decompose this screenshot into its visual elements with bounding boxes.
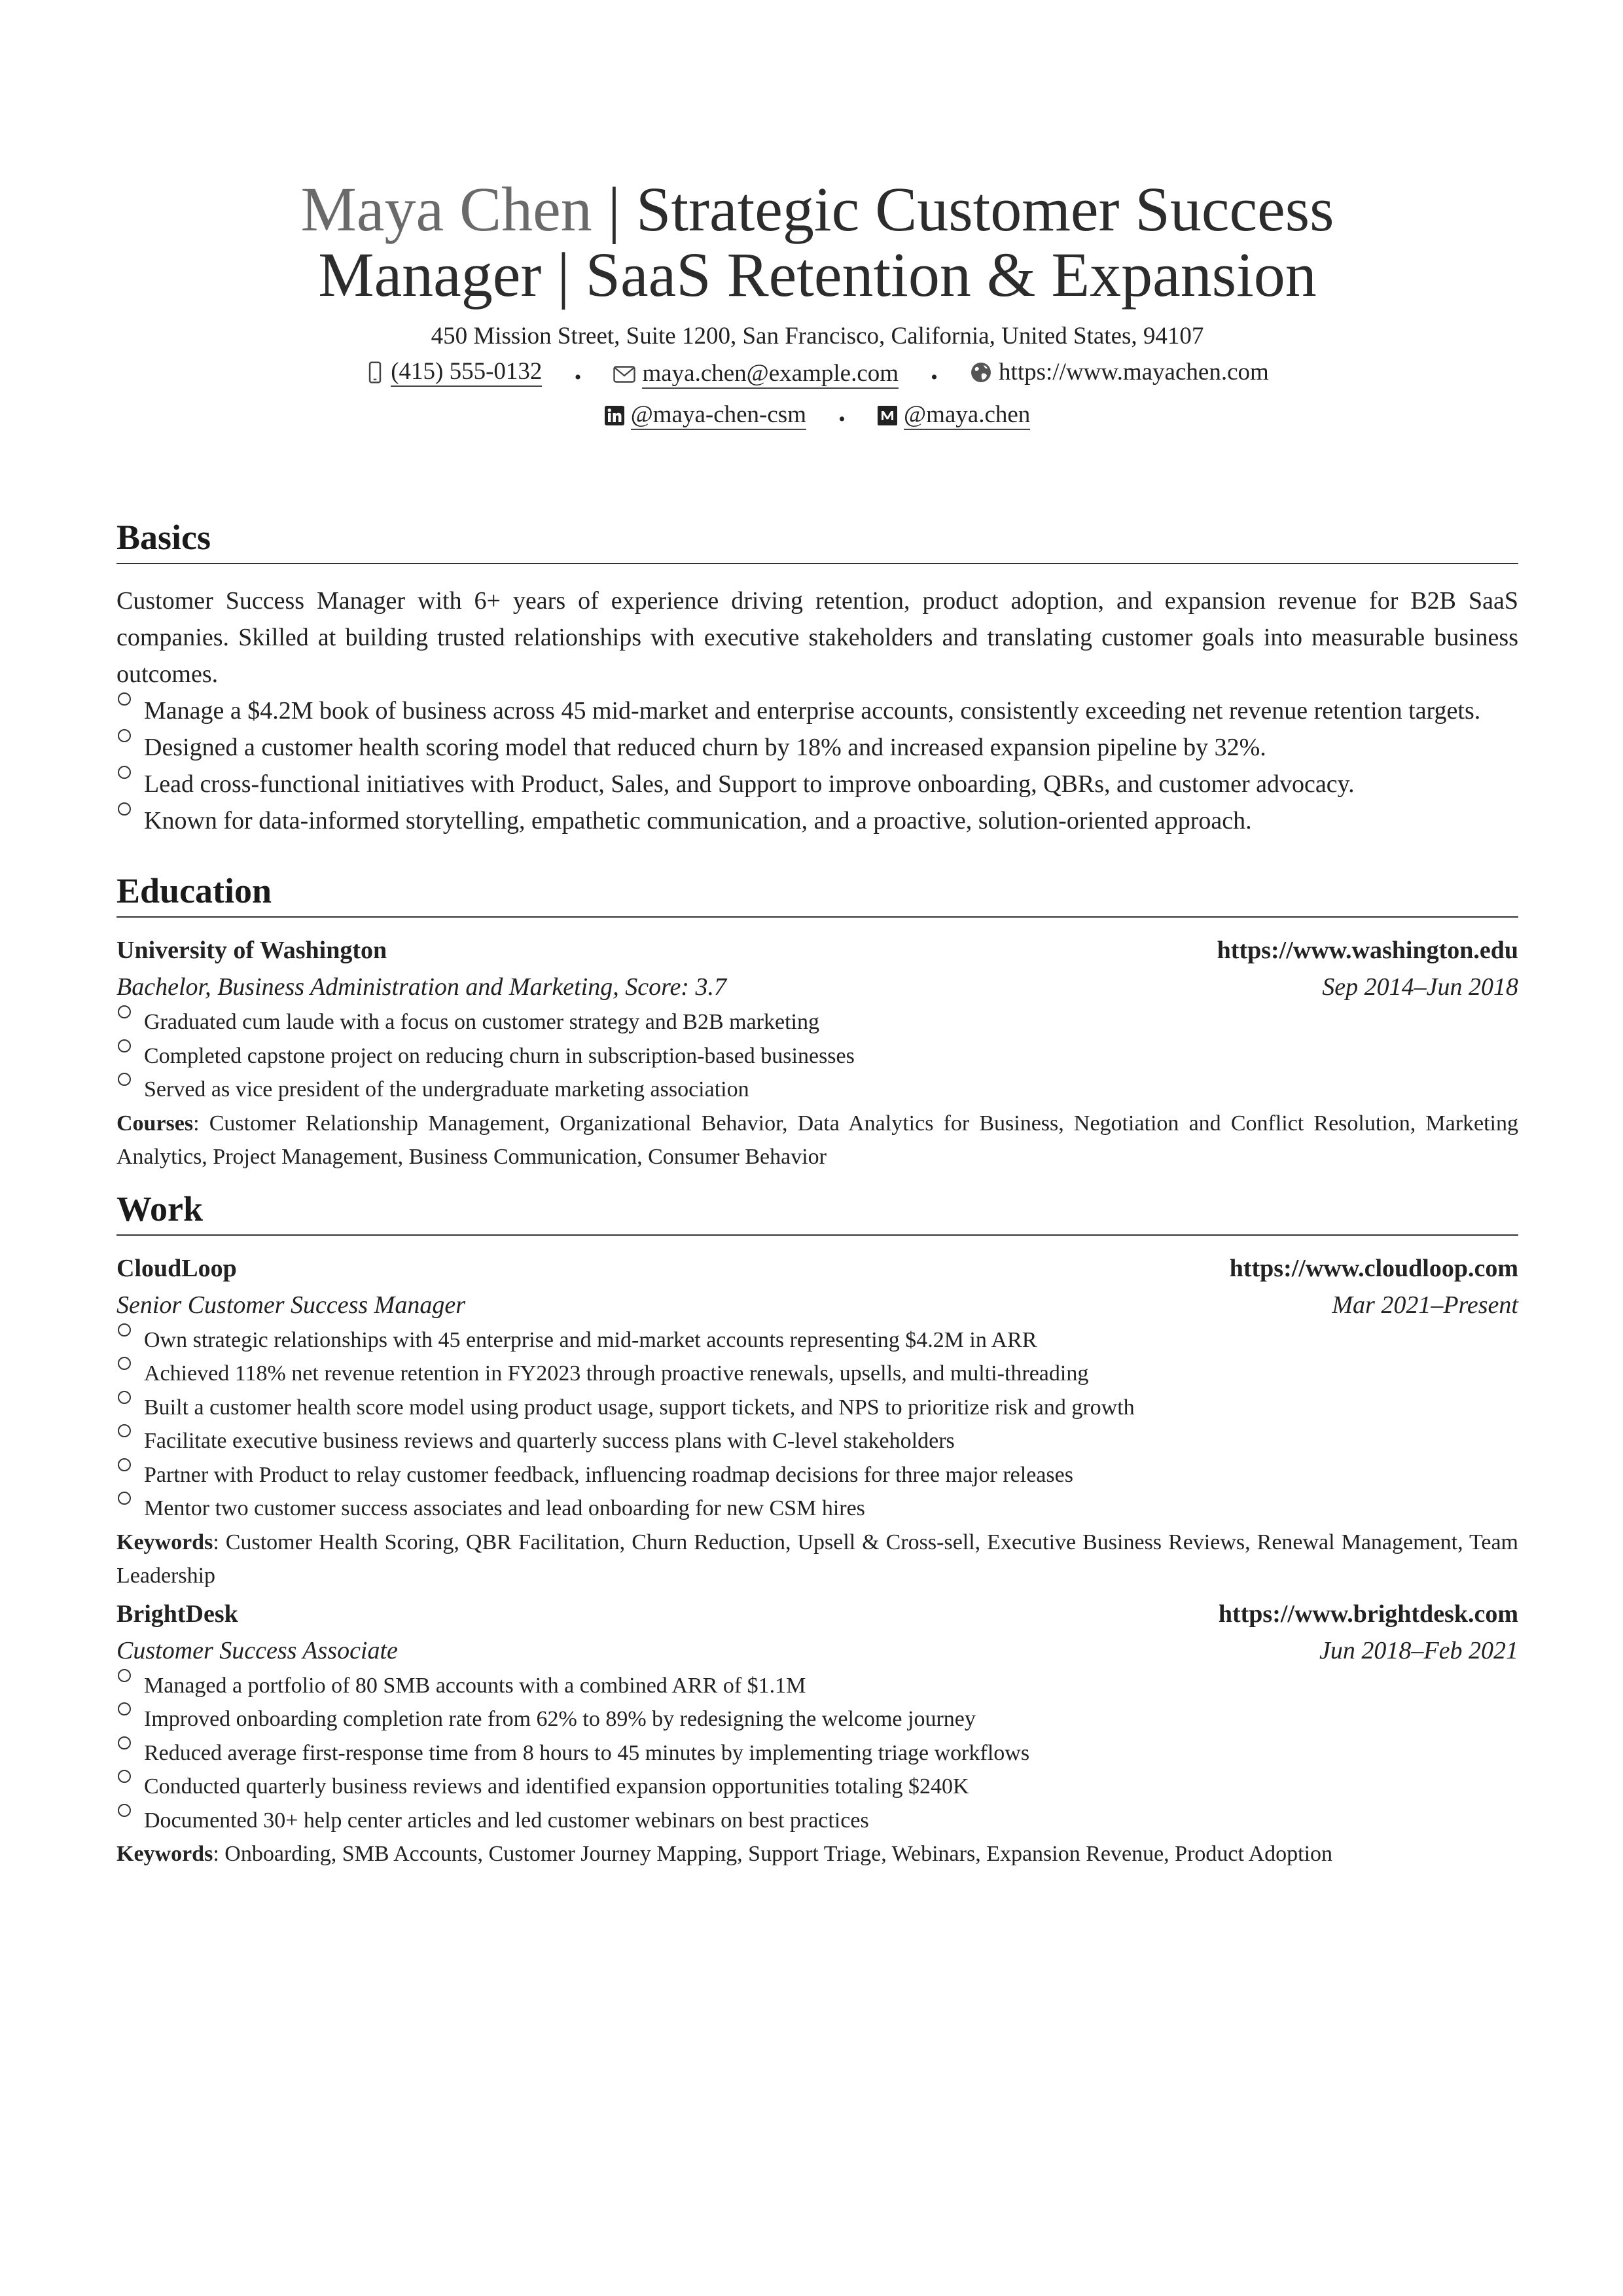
globe-icon: [970, 361, 992, 384]
institution-name: University of Washington: [116, 937, 387, 964]
education-heading: Education: [116, 870, 1518, 918]
position-title: Senior Customer Success Manager: [116, 1291, 465, 1319]
candidate-headline: | Strategic Customer Success Manager | SaaS Retention & Expansion: [318, 174, 1334, 310]
linkedin-link[interactable]: @maya-chen-csm: [631, 401, 806, 430]
candidate-name: Maya Chen: [300, 174, 592, 244]
work-entry: [116, 1596, 1518, 1871]
work-header-row: [116, 1250, 1518, 1287]
company-name: CloudLoop: [116, 1254, 237, 1282]
list-item: Known for data-informed storytelling, empathetic communication, and a proactive, solution-oriented approach.: [116, 802, 1518, 839]
basics-section: [116, 517, 1518, 839]
degree-text: Bachelor, Business Administration and Marketing, Score: 3.7: [116, 973, 726, 1001]
list-item: Managed a portfolio of 80 SMB accounts with a combined ARR of $1.1M: [116, 1669, 1518, 1703]
work-dates: Mar 2021–Present: [1332, 1291, 1518, 1319]
list-item: Documented 30+ help center articles and led customer webinars on best practices: [116, 1804, 1518, 1838]
bullet-circle-icon: [118, 729, 131, 742]
linkedin-icon: [605, 406, 624, 425]
position-title: Customer Success Associate: [116, 1636, 398, 1664]
basics-summary: Customer Success Manager with 6+ years of experience driving retention, product adoption, and expansion revenue for B2B SaaS companies. Skilled at building trusted relationships with executive stakeholders and translating customer goals into measurable business outcomes.: [116, 587, 1518, 688]
bullet-circle-icon: [118, 1804, 131, 1817]
bullet-circle-icon: [118, 1391, 131, 1404]
work-entry: [116, 1250, 1518, 1593]
bullet-circle-icon: [118, 766, 131, 779]
envelope-icon: [613, 365, 635, 384]
bullet-circle-icon: [118, 1736, 131, 1749]
bullet-circle-icon: [118, 1458, 131, 1471]
bullet-circle-icon: [118, 1073, 131, 1086]
list-item: Built a customer health score model using product usage, support tickets, and NPS to prioritize risk and growth: [116, 1391, 1518, 1425]
courses-list: : Customer Relationship Management, Organizational Behavior, Data Analytics for Business, Negotiation and Conflict Resolution, Marketing Analytics, Project Management, Business Communication, Consumer Behavior: [116, 1111, 1518, 1169]
keywords-list: : Customer Health Scoring, QBR Facilitation, Churn Reduction, Upsell & Cross-sell, Executive Business Reviews, Renewal Management, Team Leadership: [116, 1530, 1518, 1588]
resume-page: [116, 174, 1518, 1871]
education-header-row: [116, 932, 1518, 969]
list-item: Achieved 118% net revenue retention in FY2023 through proactive renewals, upsells, and multi-threading: [116, 1357, 1518, 1391]
company-url[interactable]: https://www.brightdesk.com: [1218, 1600, 1518, 1628]
medium-icon: [878, 406, 897, 425]
resume-header: [116, 174, 1518, 440]
work-keywords: [116, 1526, 1518, 1593]
list-item: Served as vice president of the undergraduate marketing association: [116, 1073, 1518, 1107]
work-dates: Jun 2018–Feb 2021: [1319, 1636, 1518, 1664]
contact-separator: •: [931, 367, 938, 388]
company-url[interactable]: https://www.cloudloop.com: [1229, 1254, 1518, 1282]
education-section: [116, 870, 1518, 1174]
list-item: Mentor two customer success associates and lead onboarding for new CSM hires: [116, 1492, 1518, 1526]
medium-link[interactable]: @maya.chen: [904, 401, 1030, 430]
work-section: [116, 1189, 1518, 1871]
list-item: Facilitate executive business reviews and quarterly success plans with C-level stakeholders: [116, 1424, 1518, 1458]
bullet-circle-icon: [118, 1424, 131, 1437]
bullet-circle-icon: [118, 692, 131, 706]
education-courses: [116, 1107, 1518, 1174]
contact-row-primary: [116, 352, 1518, 398]
email-link[interactable]: maya.chen@example.com: [642, 360, 899, 389]
list-item: Conducted quarterly business reviews and identified expansion opportunities totaling $240K: [116, 1770, 1518, 1804]
contact-separator: •: [574, 367, 582, 388]
bullet-circle-icon: [118, 1770, 131, 1783]
basics-highlights: [116, 692, 1518, 839]
education-degree-row: [116, 969, 1518, 1005]
list-item: Partner with Product to relay customer feedback, influencing roadmap decisions for three major releases: [116, 1458, 1518, 1492]
list-item: Graduated cum laude with a focus on customer strategy and B2B marketing: [116, 1005, 1518, 1039]
bullet-circle-icon: [118, 802, 131, 816]
work-position-row: [116, 1632, 1518, 1669]
bullet-circle-icon: [118, 1039, 131, 1052]
list-item: Improved onboarding completion rate from 62% to 89% by redesigning the welcome journey: [116, 1702, 1518, 1736]
institution-url[interactable]: https://www.washington.edu: [1217, 937, 1518, 964]
contact-linkedin[interactable]: [605, 401, 806, 430]
work-highlights: [116, 1669, 1518, 1838]
bullet-circle-icon: [118, 1492, 131, 1505]
education-entry: [116, 932, 1518, 1174]
contact-address: 450 Mission Street, Suite 1200, San Francisco, California, United States, 94107: [431, 323, 1204, 350]
company-name: BrightDesk: [116, 1600, 238, 1628]
courses-label: Courses: [116, 1111, 194, 1136]
list-item: Reduced average first-response time from 8 hours to 45 minutes by implementing triage workflows: [116, 1736, 1518, 1770]
work-position-row: [116, 1287, 1518, 1323]
bullet-circle-icon: [118, 1357, 131, 1370]
keywords-label: Keywords: [116, 1842, 213, 1866]
list-item: Own strategic relationships with 45 enterprise and mid-market accounts representing $4.2M in ARR: [116, 1323, 1518, 1357]
bullet-circle-icon: [118, 1669, 131, 1682]
work-header-row: [116, 1596, 1518, 1632]
bullet-circle-icon: [118, 1702, 131, 1715]
phone-link[interactable]: (415) 555-0132: [391, 358, 542, 387]
work-keywords: [116, 1837, 1518, 1871]
keywords-label: Keywords: [116, 1530, 213, 1554]
contact-website[interactable]: [970, 352, 1269, 393]
contact-phone[interactable]: [366, 358, 542, 387]
work-heading: Work: [116, 1189, 1518, 1236]
contact-row-social: [116, 398, 1518, 440]
bullet-circle-icon: [118, 1005, 131, 1018]
list-item: Manage a $4.2M book of business across 45 mid-market and enterprise accounts, consistently exceeding net revenue retention targets.: [116, 692, 1518, 729]
list-item: Completed capstone project on reducing churn in subscription-based businesses: [116, 1039, 1518, 1073]
website-link[interactable]: https://www.mayachen.com: [999, 359, 1269, 386]
work-highlights: [116, 1323, 1518, 1526]
education-highlights: [116, 1005, 1518, 1107]
basics-heading: Basics: [116, 517, 1518, 564]
contact-medium[interactable]: [878, 401, 1030, 430]
education-dates: Sep 2014–Jun 2018: [1322, 973, 1518, 1001]
contact-separator: •: [838, 408, 846, 430]
list-item: Lead cross-functional initiatives with Product, Sales, and Support to improve onboarding, QBRs, and customer advocacy.: [116, 766, 1518, 802]
keywords-list: : Onboarding, SMB Accounts, Customer Journey Mapping, Support Triage, Webinars, Expansion Revenue, Product Adoption: [213, 1842, 1333, 1866]
contact-email[interactable]: [613, 360, 899, 389]
phone-icon: [366, 361, 384, 384]
page-title: [261, 174, 1374, 310]
bullet-circle-icon: [118, 1323, 131, 1336]
list-item: Designed a customer health scoring model that reduced churn by 18% and increased expansion pipeline by 32%.: [116, 729, 1518, 766]
